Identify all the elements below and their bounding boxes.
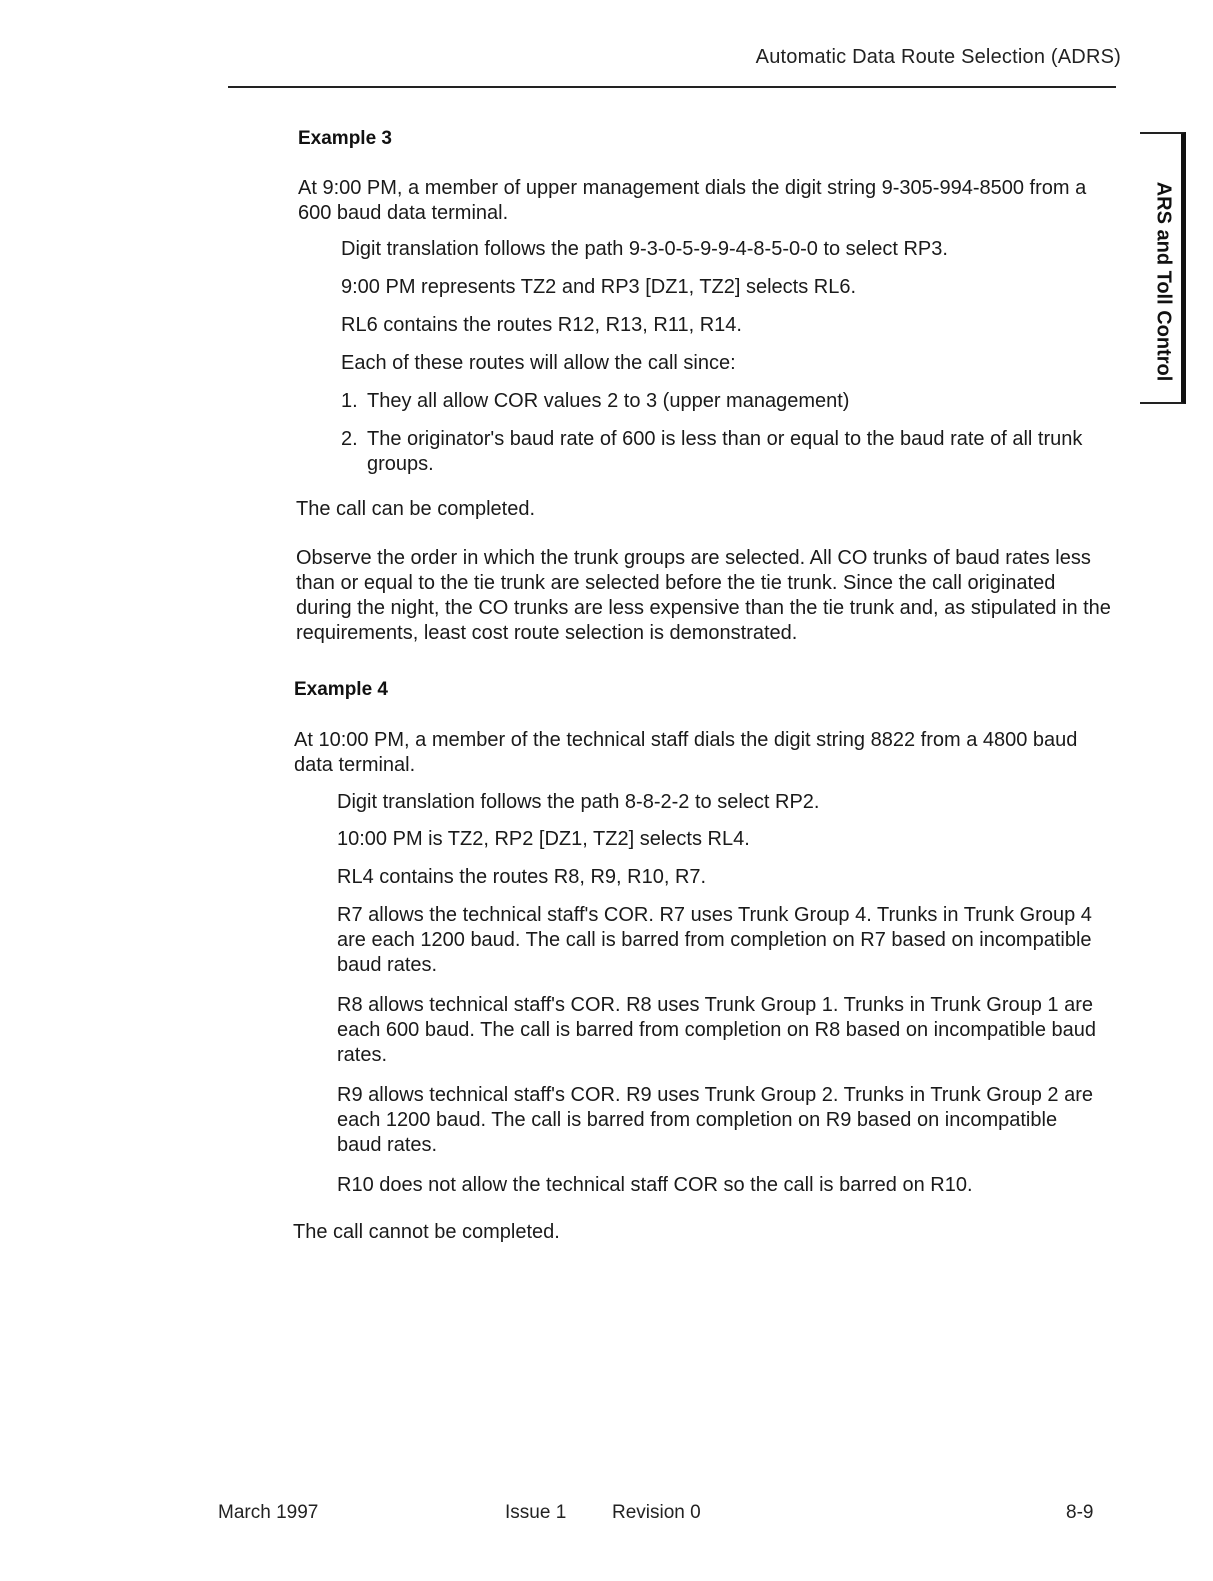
- example4-step-6: R9 allows technical staff's COR. R9 uses Trunk Group 2. Trunks in Trunk Group 2 are each 1200 baud. The call is barred from completion on R9 based on incompatible baud rates.: [337, 1084, 1093, 1156]
- example3-step-2: 9:00 PM represents TZ2 and RP3 [DZ1, TZ2] selects RL6.: [341, 276, 857, 298]
- list-number: 2.: [341, 428, 358, 450]
- example4-step-2: 10:00 PM is TZ2, RP2 [DZ1, TZ2] selects RL4.: [337, 828, 750, 850]
- example4-intro: At 10:00 PM, a member of the technical staff dials the digit string 8822 from a 4800 baud data terminal.: [294, 729, 1078, 776]
- example4-step-3: RL4 contains the routes R8, R9, R10, R7.: [337, 866, 707, 888]
- example4-step-7: R10 does not allow the technical staff COR so the call is barred on R10.: [337, 1174, 973, 1196]
- list-text: They all allow COR values 2 to 3 (upper management): [367, 390, 850, 412]
- example3-intro: At 9:00 PM, a member of upper management dials the digit string 9-305-994-8500 from a 600 baud data terminal.: [298, 177, 1087, 224]
- example3-heading: Example 3: [298, 128, 392, 149]
- header-title: Automatic Data Route Selection (ADRS): [755, 46, 1121, 68]
- list-text: The originator's baud rate of 600 is less than or equal to the baud rate of all trunk groups.: [367, 428, 1083, 475]
- example4-step-1: Digit translation follows the path 8-8-2-2 to select RP2.: [337, 791, 820, 813]
- footer-issue: Issue 1: [505, 1502, 567, 1523]
- side-tab-label: ARS and Toll Control: [1152, 181, 1175, 382]
- example4-result: The call cannot be completed.: [293, 1221, 560, 1243]
- example3-result: The call can be completed.: [296, 498, 536, 520]
- example3-list-item: [341, 389, 1121, 414]
- list-number: 1.: [341, 390, 358, 412]
- example3-observation: Observe the order in which the trunk groups are selected. All CO trunks of baud rates less than or equal to the tie trunk are selected before the tie trunk. Since the call originated during the night, the CO trunks are less expensive than the tie trunk and, as stipulated in the requirements, least cost route selection is demonstrated.: [296, 547, 1111, 644]
- example3-step-4: Each of these routes will allow the call since:: [341, 352, 736, 374]
- example4-heading: Example 4: [294, 679, 388, 700]
- footer-revision: Revision 0: [612, 1502, 701, 1523]
- example4-step-5: R8 allows technical staff's COR. R8 uses Trunk Group 1. Trunks in Trunk Group 1 are each 600 baud. The call is barred from completion on R8 based on incompatible baud rates.: [337, 994, 1096, 1066]
- example3-list-item: [341, 427, 1121, 477]
- header-rule: [228, 86, 1116, 88]
- footer-date: March 1997: [218, 1502, 319, 1523]
- example3-step-1: Digit translation follows the path 9-3-0-5-9-9-4-8-5-0-0 to select RP3.: [341, 238, 948, 260]
- example3-step-3: RL6 contains the routes R12, R13, R11, R14.: [341, 314, 742, 336]
- example4-step-4: R7 allows the technical staff's COR. R7 uses Trunk Group 4. Trunks in Trunk Group 4 are each 1200 baud. The call is barred from completion on R7 based on incompatible baud rates.: [337, 904, 1092, 976]
- side-tab: [1140, 132, 1186, 404]
- footer-page-number: 8-9: [1066, 1502, 1094, 1523]
